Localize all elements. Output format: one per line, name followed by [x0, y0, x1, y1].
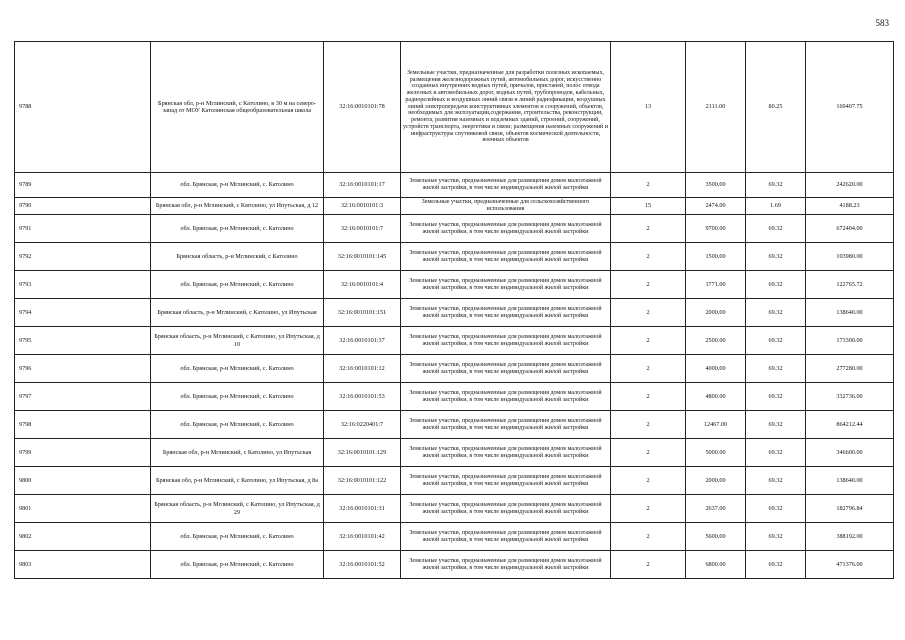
rate-cell: 69.32 [746, 355, 806, 383]
cadastral-value-cell: 864212.44 [806, 411, 894, 439]
group-cell: 2 [611, 299, 686, 327]
address-cell: Брянская область, р-н Мглинский, с Католино, ул Ипутьская, д 29 [151, 495, 324, 523]
land-use-cell: Земельные участки, предназначенные для размещения домов малоэтажной жилой застройки, в том числе индивидуальной жилой застройки [401, 439, 611, 467]
table-row [15, 243, 894, 271]
table-row [15, 383, 894, 411]
group-cell: 2 [611, 215, 686, 243]
address-cell: обл. Брянская, р-н Мглинский, с. Католино [151, 355, 324, 383]
area-cell: 4800.00 [686, 383, 746, 411]
row-number: 9801 [15, 495, 151, 523]
group-cell: 2 [611, 173, 686, 198]
row-number: 9797 [15, 383, 151, 411]
land-use-cell: Земельные участки, предназначенные для размещения домов малоэтажной жилой застройки, в том числе индивидуальной жилой застройки [401, 467, 611, 495]
cadastral-value-cell: 182796.84 [806, 495, 894, 523]
area-cell: 5000.00 [686, 439, 746, 467]
area-cell: 6800.00 [686, 551, 746, 579]
cadastral-number-cell: 32:16:0010101:129 [324, 439, 401, 467]
rate-cell: 69.32 [746, 243, 806, 271]
group-cell: 2 [611, 467, 686, 495]
address-cell: Брянская обл, р-н Мглинский, с Католино, ул Ипутьская [151, 439, 324, 467]
row-number: 9790 [15, 198, 151, 215]
row-number: 9789 [15, 173, 151, 198]
row-number: 9799 [15, 439, 151, 467]
group-cell: 2 [611, 271, 686, 299]
address-cell: Брянская обл, р-н Мглинский, с Католино, ул Ипутьская, д 8а [151, 467, 324, 495]
group-cell: 2 [611, 551, 686, 579]
area-cell: 2637.00 [686, 495, 746, 523]
table-row [15, 411, 894, 439]
land-use-cell: Земельные участки, предназначенные для сельскохозяйственного использования [401, 198, 611, 215]
rate-cell: 69.32 [746, 383, 806, 411]
table-row [15, 173, 894, 198]
address-cell: Брянская область, р-н Мглинский, с Католино, ул Ипутьская, д 10 [151, 327, 324, 355]
land-use-cell: Земельные участки, предназначенные для размещения домов малоэтажной жилой застройки, в том числе индивидуальной жилой застройки [401, 271, 611, 299]
cadastral-value-cell: 122765.72 [806, 271, 894, 299]
table-row [15, 299, 894, 327]
rate-cell: 69.32 [746, 215, 806, 243]
cadastral-value-cell: 277280.00 [806, 355, 894, 383]
rate-cell: 80.25 [746, 42, 806, 173]
address-cell: Брянская область, р-н Мглинский, с Католино [151, 243, 324, 271]
area-cell: 12467.00 [686, 411, 746, 439]
rate-cell: 69.32 [746, 495, 806, 523]
rate-cell: 69.32 [746, 299, 806, 327]
row-number: 9788 [15, 42, 151, 173]
land-use-cell: Земельные участки, предназначенные для размещения домов малоэтажной жилой застройки, в том числе индивидуальной жилой застройки [401, 327, 611, 355]
address-cell: Брянская область, р-н Мглинский, с Католино, ул Ипутьская [151, 299, 324, 327]
table-row [15, 271, 894, 299]
rate-cell: 69.32 [746, 411, 806, 439]
row-number: 9792 [15, 243, 151, 271]
rate-cell: 69.32 [746, 173, 806, 198]
address-cell: Брянская обл, р-н Мглинский, с Католино, ул Ипутьская, д 12 [151, 198, 324, 215]
address-cell: обл. Брянская, р-н Мглинский, с. Католино [151, 383, 324, 411]
land-use-cell: Земельные участки, предназначенные для размещения домов малоэтажной жилой застройки, в том числе индивидуальной жилой застройки [401, 299, 611, 327]
cadastral-value-cell: 471376.00 [806, 551, 894, 579]
rate-cell: 69.32 [746, 551, 806, 579]
area-cell: 9700.00 [686, 215, 746, 243]
cadastral-number-cell: 32:16:0010101:37 [324, 327, 401, 355]
group-cell: 2 [611, 383, 686, 411]
row-number: 9795 [15, 327, 151, 355]
rate-cell: 69.32 [746, 439, 806, 467]
land-use-cell: Земельные участки, предназначенные для разработки полезных ископаемых, размещения железнодорожных путей, автомобильных дорог, искусственно созданных внутренних водных путей, причалов, пристаней, полос отвода железных и автомобильных дорог, водных путей, трубопроводов, кабельных, радиорелейных и воздушных линий связи и линий радиофикации, воздушных линий электропередачи конструктивных элементов и сооружений, объектов, необходимых для эксплуатации,содержания, строительства, реконструкции, ремонта, развития наземных и подземных зданий, строений, сооружений, устройств транспорта, энергетики и связи; размещения наземных сооружений и инфраструктуры спутниковой связи, объектов космической деятельности, военных объектов [401, 42, 611, 173]
cadastral-number-cell: 32:16:0010101:17 [324, 173, 401, 198]
row-number: 9800 [15, 467, 151, 495]
rate-cell: 1.69 [746, 198, 806, 215]
table-row [15, 495, 894, 523]
cadastral-number-cell: 32:16:0010101:145 [324, 243, 401, 271]
rate-cell: 69.32 [746, 271, 806, 299]
cadastral-number-cell: 32:16:0010101:122 [324, 467, 401, 495]
area-cell: 3500.00 [686, 173, 746, 198]
address-cell: обл. Брянская, р-н Мглинский, с. Католино [151, 411, 324, 439]
group-cell: 2 [611, 243, 686, 271]
land-use-cell: Земельные участки, предназначенные для размещения домов малоэтажной жилой застройки, в том числе индивидуальной жилой застройки [401, 411, 611, 439]
row-number: 9794 [15, 299, 151, 327]
cadastral-number-cell: 32:16:0220401:7 [324, 411, 401, 439]
row-number: 9791 [15, 215, 151, 243]
row-number: 9798 [15, 411, 151, 439]
table-row [15, 467, 894, 495]
table-row [15, 42, 894, 173]
cadastral-number-cell: 32:16:0010101:12 [324, 355, 401, 383]
area-cell: 1500.00 [686, 243, 746, 271]
land-use-cell: Земельные участки, предназначенные для размещения домов малоэтажной жилой застройки, в том числе индивидуальной жилой застройки [401, 523, 611, 551]
table-row [15, 327, 894, 355]
rate-cell: 69.32 [746, 523, 806, 551]
cadastral-value-cell: 169407.75 [806, 42, 894, 173]
table-row [15, 355, 894, 383]
group-cell: 2 [611, 355, 686, 383]
cadastral-number-cell: 32:16:0010101:4 [324, 271, 401, 299]
address-cell: обл. Брянская, р-н Мглинский, с. Католино [151, 523, 324, 551]
table-row [15, 198, 894, 215]
cadastral-number-cell: 32:16:0010101:7 [324, 215, 401, 243]
group-cell: 2 [611, 523, 686, 551]
address-cell: обл. Брянская, р-н Мглинский, с. Католино [151, 173, 324, 198]
table-row [15, 551, 894, 579]
group-cell: 13 [611, 42, 686, 173]
rate-cell: 69.32 [746, 467, 806, 495]
address-cell: обл. Брянская, р-н Мглинский, с. Католино [151, 215, 324, 243]
land-use-cell: Земельные участки, предназначенные для размещения домов малоэтажной жилой застройки, в том числе индивидуальной жилой застройки [401, 173, 611, 198]
land-registry-table [14, 41, 894, 579]
area-cell: 2000.00 [686, 467, 746, 495]
group-cell: 2 [611, 495, 686, 523]
page-number: 583 [875, 18, 889, 28]
cadastral-value-cell: 242620.00 [806, 173, 894, 198]
land-use-cell: Земельные участки, предназначенные для размещения домов малоэтажной жилой застройки, в том числе индивидуальной жилой застройки [401, 551, 611, 579]
row-number: 9803 [15, 551, 151, 579]
cadastral-value-cell: 138640.00 [806, 467, 894, 495]
group-cell: 2 [611, 439, 686, 467]
group-cell: 15 [611, 198, 686, 215]
row-number: 9793 [15, 271, 151, 299]
cadastral-number-cell: 32:16:0010101:3 [324, 198, 401, 215]
cadastral-number-cell: 32:16:0010101:42 [324, 523, 401, 551]
area-cell: 5600.00 [686, 523, 746, 551]
cadastral-value-cell: 4188.23 [806, 198, 894, 215]
cadastral-number-cell: 32:16:0010101:151 [324, 299, 401, 327]
row-number: 9802 [15, 523, 151, 551]
cadastral-number-cell: 32:16:0010101:31 [324, 495, 401, 523]
row-number: 9796 [15, 355, 151, 383]
area-cell: 2000.00 [686, 299, 746, 327]
area-cell: 4000.00 [686, 355, 746, 383]
land-use-cell: Земельные участки, предназначенные для размещения домов малоэтажной жилой застройки, в том числе индивидуальной жилой застройки [401, 215, 611, 243]
cadastral-number-cell: 32:16:0010101:78 [324, 42, 401, 173]
cadastral-value-cell: 388192.00 [806, 523, 894, 551]
area-cell: 2474.00 [686, 198, 746, 215]
cadastral-value-cell: 332736.00 [806, 383, 894, 411]
cadastral-number-cell: 32:16:0010101:53 [324, 383, 401, 411]
rate-cell: 69.32 [746, 327, 806, 355]
address-cell: обл. Брянская, р-н Мглинский, с. Католино [151, 271, 324, 299]
address-cell: Брянская обл, р-н Мглинский, с Католино, в 30 м на северо-запад от МОУ Католинская общеобразовательная школа [151, 42, 324, 173]
cadastral-value-cell: 138640.00 [806, 299, 894, 327]
land-use-cell: Земельные участки, предназначенные для размещения домов малоэтажной жилой застройки, в том числе индивидуальной жилой застройки [401, 495, 611, 523]
area-cell: 1771.00 [686, 271, 746, 299]
area-cell: 2111.00 [686, 42, 746, 173]
area-cell: 2500.00 [686, 327, 746, 355]
group-cell: 2 [611, 411, 686, 439]
cadastral-number-cell: 32:16:0010101:52 [324, 551, 401, 579]
cadastral-value-cell: 346600.00 [806, 439, 894, 467]
land-use-cell: Земельные участки, предназначенные для размещения домов малоэтажной жилой застройки, в том числе индивидуальной жилой застройки [401, 383, 611, 411]
cadastral-value-cell: 173300.00 [806, 327, 894, 355]
table-row [15, 215, 894, 243]
table-row [15, 523, 894, 551]
cadastral-value-cell: 672404.00 [806, 215, 894, 243]
table-row [15, 439, 894, 467]
address-cell: обл. Брянская, р-н Мглинский, с. Католино [151, 551, 324, 579]
land-use-cell: Земельные участки, предназначенные для размещения домов малоэтажной жилой застройки, в том числе индивидуальной жилой застройки [401, 355, 611, 383]
group-cell: 2 [611, 327, 686, 355]
cadastral-value-cell: 103980.00 [806, 243, 894, 271]
land-use-cell: Земельные участки, предназначенные для размещения домов малоэтажной жилой застройки, в том числе индивидуальной жилой застройки [401, 243, 611, 271]
